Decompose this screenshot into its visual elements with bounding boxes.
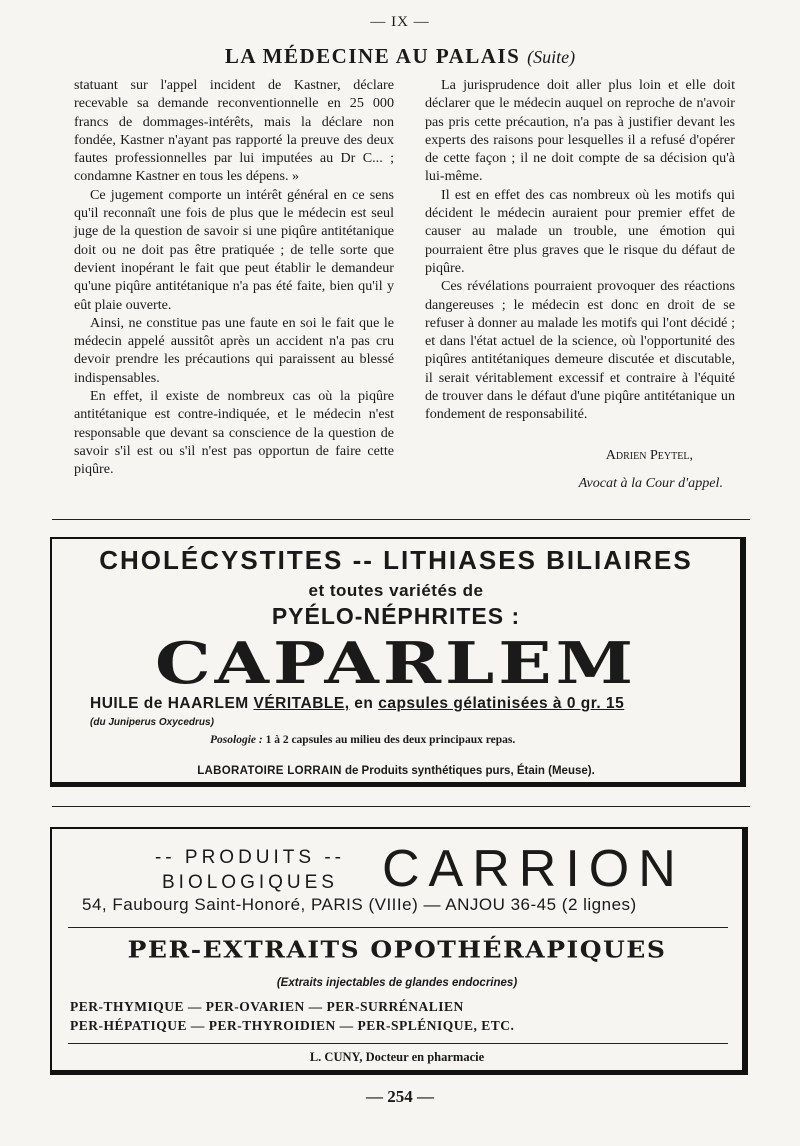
- divider: [52, 806, 750, 807]
- ad-products-line: PER-THYMIQUE — PER-OVARIEN — PER-SURRÉNALIEN: [70, 999, 464, 1014]
- paragraph: En effet, il existe de nombreux cas où la piqûre antitétanique est contre-indiquée, et le médecin n'est responsable que devant sa conscience de la question de savoir s'il est ou s'il n'est pas opportun de faire cette piqûre.: [74, 388, 394, 478]
- paragraph: La jurisprudence doit aller plus loin et elle doit déclarer que le médecin auquel on reproche de n'avoir pas pris cette précaution, n'a pas à justifier devant les experts des raisons pour lesquelles il a refusé d'opérer de cette façon ; il ne doit compte de sa décision qu'à lui-même.: [425, 77, 735, 185]
- ad-laboratory: [52, 765, 740, 777]
- ad-divider: [68, 927, 728, 928]
- ad-subline: et toutes variétés de: [308, 581, 484, 600]
- posology-text: 1 à 2 capsules au milieu des deux principaux repas.: [262, 734, 516, 746]
- ad-address: 54, Faubourg Saint-Honoré, PARIS (VIIIe) — ANJOU 36-45 (2 lignes): [82, 895, 637, 914]
- article-left-column: [74, 76, 394, 479]
- roman-page-number: — IX —: [370, 14, 430, 30]
- biologiques-line: BIOLOGIQUES: [162, 872, 338, 893]
- article-title-text: LA MÉDECINE AU PALAIS: [224, 44, 521, 68]
- caparlem-brand: CAPARLEM: [154, 629, 638, 698]
- lab-name: LABORATOIRE LORRAIN: [197, 765, 342, 777]
- product-dosage: capsules gélatinisées à 0 gr. 15: [378, 695, 625, 712]
- ad-latin-name: (du Juniperus Oxycedrus): [90, 717, 214, 728]
- ad-condition: PYÉLO-NÉPHRITES :: [271, 603, 521, 629]
- ad-produits-biologiques: [110, 845, 390, 895]
- lab-details: de Produits synthétiques purs, Étain (Meuse).: [341, 765, 595, 777]
- ad-divider: [68, 1043, 728, 1044]
- ad-headline: CHOLÉCYSTITES -- LITHIASES BILIAIRES: [99, 545, 693, 575]
- paragraph: Ainsi, ne constitue pas une faute en soi le fait que le médecin appelé aussitôt après un accident n'a pas cru devoir prendre les précautions qui paraissent au blessé indispensables.: [74, 314, 394, 386]
- product-name: HUILE de HAARLEM: [90, 695, 254, 712]
- produits-line: -- PRODUITS --: [154, 847, 346, 868]
- ad-subline: (Extraits injectables de glandes endocrines): [276, 977, 518, 989]
- page-number: — 254 —: [366, 1087, 434, 1106]
- paragraph: statuant sur l'appel incident de Kastner, déclare recevable sa demande reconventionnelle en 25 000 francs de dommages-intérêts, mais la déclare non fondée, Kastner n'ayant pas rapporté la preuve des deux fautes professionnelles par lui imputées au Dr C... ; condamne Kastner en tous les dépens. »: [74, 77, 394, 185]
- author-title: Avocat à la Cour d'appel.: [578, 474, 723, 491]
- author-name: Adrien Peytel,: [605, 446, 693, 463]
- article-title-suffix: (Suite): [527, 47, 576, 67]
- paragraph: Ces révélations pourraient provoquer des réactions dangereuses ; le médecin est donc en droit de se refuser à donner au malade les motifs qui l'ont décidé ; et dans l'état actuel de la science, où l'opportunité des piqûres antitétaniques demeure discutée et discutable, il serait véritablement excessif et contraire à l'équité de trouver dans le défaut d'une piqûre antitétanique un fondement de responsabilité.: [425, 278, 735, 423]
- caparlem-advertisement: [50, 537, 746, 787]
- posology-label: Posologie :: [210, 734, 263, 746]
- ad-pharmacist: L. CUNY, Docteur en pharmacie: [309, 1050, 485, 1064]
- carrion-advertisement: [50, 827, 748, 1075]
- product-connector: en: [349, 695, 379, 712]
- carrion-brand: CARRION: [382, 840, 685, 898]
- ad-product-line: [90, 695, 624, 713]
- paragraph: Il est en effet des cas nombreux où les motifs qui décident le médecin auraient pour premier effet de causer au malade un trouble, une émotion qui pourraient être plus graves que le risque du défaut de piqûre.: [425, 186, 735, 276]
- paragraph: Ce jugement comporte un intérêt général en ce sens qu'il reconnaît une fois de plus que le médecin est seul juge de la question de savoir si une piqûre antitétanique doit ou ne doit pas être pratiquée ; de telle sorte que devient inopérant le fait que peut établir le demandeur qu'une piqûre antitétanique n'a pas été faite, bien qu'il y eût plaie ouverte.: [74, 186, 394, 313]
- divider: [52, 519, 750, 520]
- product-veritable: VÉRITABLE,: [253, 695, 350, 712]
- ad-posology: [210, 734, 515, 746]
- ad-products-line: PER-HÉPATIQUE — PER-THYROIDIEN — PER-SPLÉNIQUE, ETC.: [70, 1018, 515, 1033]
- article-right-column: [425, 76, 735, 492]
- ad-headline: PER-EXTRAITS OPOTHÉRAPIQUES: [127, 935, 667, 964]
- article-title: [0, 44, 800, 69]
